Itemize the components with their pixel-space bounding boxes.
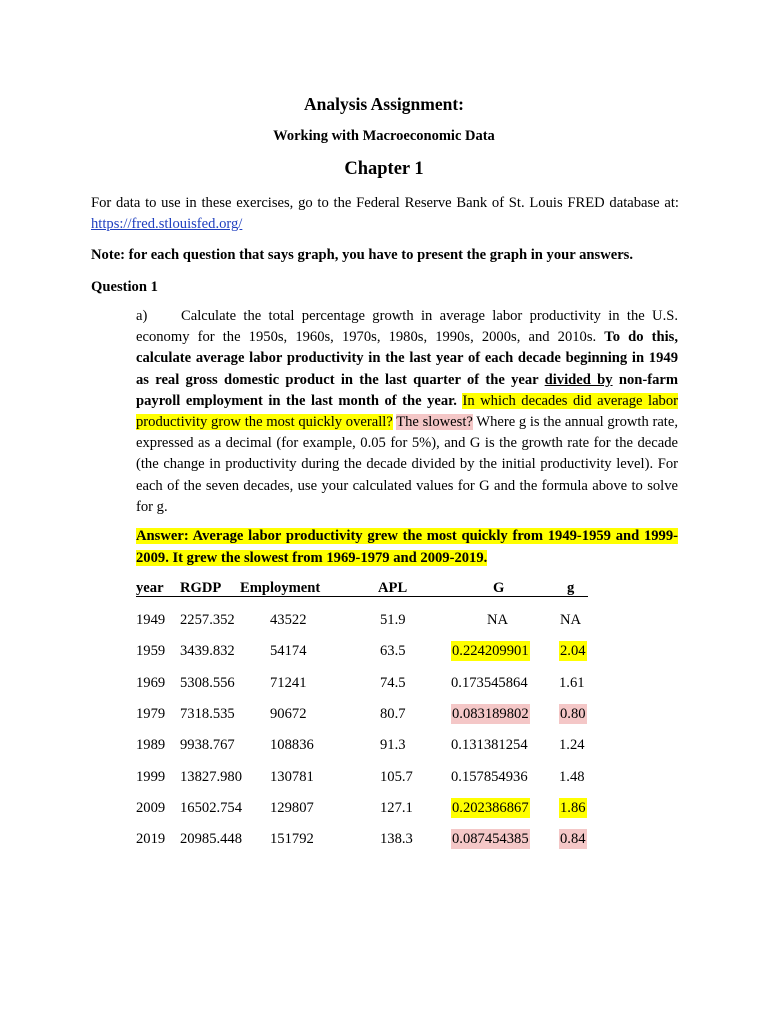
intro-paragraph <box>91 193 679 235</box>
cell-G: 0.224209901 <box>452 643 529 660</box>
table-row <box>136 798 596 818</box>
cell-g: 2.04 <box>560 643 586 660</box>
header-underline <box>136 596 588 597</box>
cell-G: 0.173545864 <box>451 674 528 691</box>
cell-apl: 63.5 <box>380 643 406 660</box>
question-a-label: a) <box>136 308 148 324</box>
cell-rgdp: 16502.754 <box>180 799 243 816</box>
chapter-heading: Chapter 1 <box>344 159 424 179</box>
table-row <box>136 735 596 755</box>
question-a-bold-1: To do this, calculate average labor productivity in the last year of each decade beginning in 1949 as real gross domestic product in the last quarter of the year <box>136 329 678 388</box>
question-a-highlight-pink: The slowest? <box>396 414 473 431</box>
cell-g: 1.48 <box>559 768 585 785</box>
cell-apl: 105.7 <box>380 768 413 785</box>
cell-apl: 74.5 <box>380 674 406 691</box>
header-g: g <box>567 580 575 596</box>
header-year: year <box>136 580 164 596</box>
cell-G: 0.157854936 <box>451 768 528 785</box>
cell-employment: 90672 <box>270 705 307 722</box>
table-row <box>136 767 596 787</box>
table-row <box>136 829 596 849</box>
cell-employment: 151792 <box>270 831 314 848</box>
cell-apl: 91.3 <box>380 737 406 754</box>
question-heading: Question 1 <box>91 279 158 295</box>
cell-rgdp: 3439.832 <box>180 643 235 660</box>
question-a-highlight-yellow: In which decades did average labor productivity grow the most quickly overall? <box>136 392 678 431</box>
cell-rgdp: 9938.767 <box>180 737 235 754</box>
cell-rgdp: 2257.352 <box>180 612 235 628</box>
cell-apl: 80.7 <box>380 705 406 722</box>
cell-year: 2009 <box>136 799 166 816</box>
cell-employment: 129807 <box>270 799 314 816</box>
table-row <box>136 641 596 661</box>
cell-rgdp: 20985.448 <box>180 831 243 848</box>
note-paragraph: Note: for each question that says graph, you have to present the graph in your answers. <box>91 247 634 263</box>
intro-text: For data to use in these exercises, go to the Federal Reserve Bank of St. Louis FRED database at: <box>91 195 679 211</box>
cell-employment: 71241 <box>270 674 307 691</box>
answer-text: Answer: Average labor productivity grew the most quickly from 1949-1959 and 1999-2009. It grew the slowest from 1969-1979 and 2009-2019. <box>136 528 678 566</box>
cell-year: 1949 <box>136 612 166 628</box>
cell-employment: 130781 <box>270 768 314 785</box>
cell-year: 1959 <box>136 643 166 660</box>
cell-g: 0.84 <box>560 831 586 848</box>
cell-g: NA <box>560 612 582 628</box>
cell-year: 1979 <box>136 705 166 722</box>
cell-G: 0.087454385 <box>452 831 529 848</box>
header-employment: Employment <box>240 580 321 596</box>
cell-employment: 54174 <box>270 643 307 660</box>
cell-year: 1969 <box>136 674 166 691</box>
document-subtitle: Working with Macroeconomic Data <box>273 128 495 144</box>
cell-year: 1999 <box>136 768 166 785</box>
question-a-bold-2: non-farm payroll employment in the last month of the year. <box>136 371 679 409</box>
cell-G: NA <box>487 612 509 628</box>
cell-G: 0.202386867 <box>452 799 529 816</box>
cell-rgdp: 13827.980 <box>180 768 243 785</box>
document-title: Analysis Assignment: <box>304 94 464 114</box>
cell-year: 2019 <box>136 831 166 848</box>
table-row <box>136 704 596 724</box>
cell-g: 1.24 <box>559 737 585 754</box>
question-a-text-2: Where g is the annual growth rate, expressed as a decimal (for example, 0.05 for 5%), and G is the growth rate for the decade (the change in productivity during the decade divided by the initial productivity level). For each of the seven decades, use your calculated values for G and the formula above to solve for g. <box>136 414 678 515</box>
header-apl: APL <box>378 580 408 596</box>
cell-G: 0.131381254 <box>451 737 528 754</box>
cell-apl: 127.1 <box>380 799 413 816</box>
cell-rgdp: 5308.556 <box>180 674 235 691</box>
question-a-bold-underline: divided by <box>544 371 613 388</box>
question-a-paragraph <box>136 306 678 518</box>
fred-link[interactable]: https://fred.stlouisfed.org/ <box>91 216 243 232</box>
cell-employment: 108836 <box>270 737 314 754</box>
table-row <box>136 610 596 630</box>
table-row <box>136 673 596 693</box>
cell-rgdp: 7318.535 <box>180 705 235 722</box>
header-rgdp: RGDP <box>180 580 222 596</box>
table-header <box>136 578 596 598</box>
header-G: G <box>493 580 505 596</box>
cell-employment: 43522 <box>270 612 307 628</box>
cell-apl: 51.9 <box>380 612 406 628</box>
cell-G: 0.083189802 <box>452 705 529 722</box>
cell-year: 1989 <box>136 737 166 754</box>
cell-g: 1.86 <box>560 799 586 816</box>
question-a-text-1: Calculate the total percentage growth in average labor productivity in the U.S. economy for the 1950s, 1960s, 1970s, 1980s, 1990s, 2000s, and 2010s. <box>136 308 678 346</box>
answer-paragraph <box>136 525 678 569</box>
cell-g: 1.61 <box>559 674 585 691</box>
cell-apl: 138.3 <box>380 831 413 848</box>
cell-g: 0.80 <box>560 705 586 722</box>
